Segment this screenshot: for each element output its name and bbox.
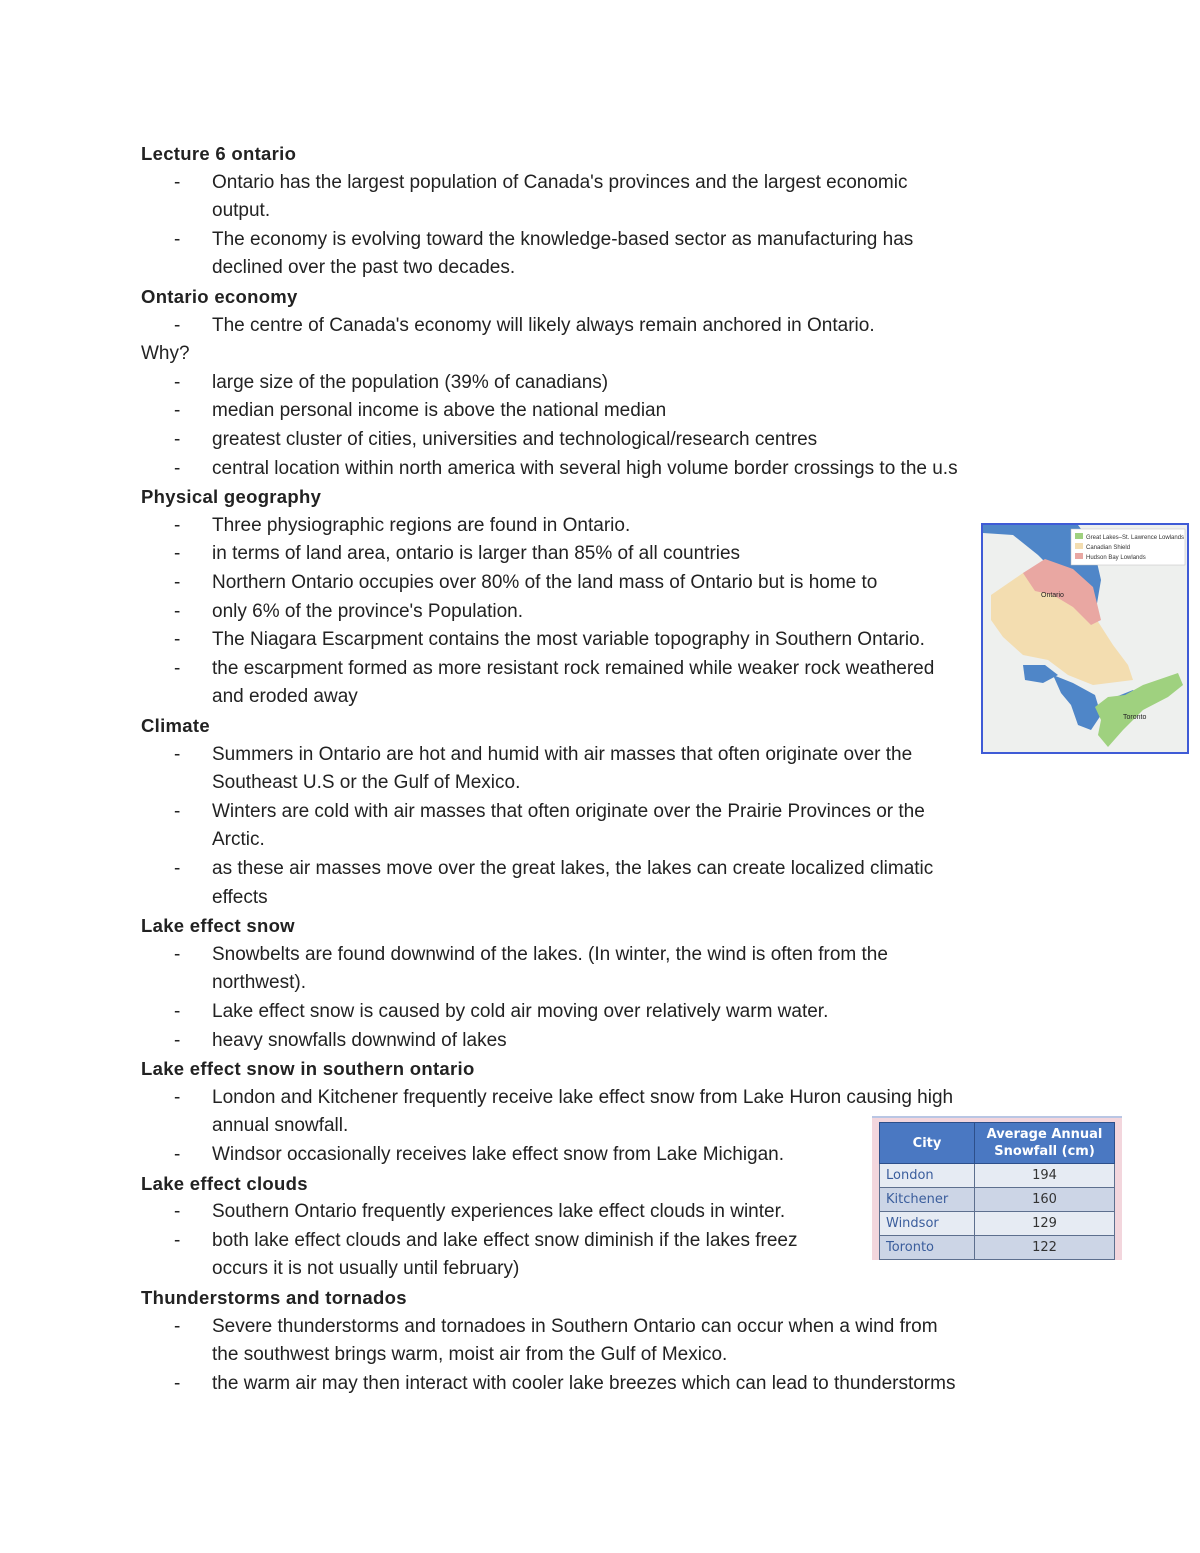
ontario-regions-map: [981, 523, 1189, 754]
bullet-dash: -: [174, 1144, 181, 1165]
section-heading: Physical geography: [141, 486, 322, 507]
body-text-line: Snowbelts are found downwind of the lakes. (In winter, the wind is often from the: [212, 944, 888, 965]
body-text-line: median personal income is above the national median: [212, 400, 667, 421]
bullet-dash: -: [174, 1316, 181, 1337]
legend-swatch-shield: [1075, 543, 1083, 549]
body-text-line: as these air masses move over the great lakes, the lakes can create localized climatic: [212, 858, 934, 879]
snowfall-table-container: [879, 1122, 1115, 1260]
section-heading: Thunderstorms and tornados: [141, 1287, 407, 1308]
snowfall-table: [879, 1122, 1115, 1260]
bullet-dash: -: [174, 315, 181, 336]
bullet-dash: -: [174, 543, 181, 564]
body-text-line: heavy snowfalls downwind of lakes: [212, 1030, 507, 1051]
body-text-line: London and Kitchener frequently receive lake effect snow from Lake Huron causing high: [212, 1087, 954, 1108]
bullet-dash: -: [174, 658, 181, 679]
body-text-line: The economy is evolving toward the knowledge-based sector as manufacturing has: [212, 229, 914, 250]
bullet-dash: -: [174, 515, 181, 536]
section-heading: Lake effect snow in southern ontario: [141, 1058, 475, 1079]
legend-label-shield: Canadian Shield: [1086, 545, 1131, 551]
table-top-rule: [872, 1116, 1122, 1118]
bullet-dash: -: [174, 1087, 181, 1108]
table-cell-city: Kitchener: [880, 1188, 975, 1212]
section-heading: Lecture 6 ontario: [141, 143, 297, 164]
bullet-dash: -: [174, 1001, 181, 1022]
section-heading: Lake effect clouds: [141, 1173, 308, 1194]
body-text-line: Arctic.: [212, 829, 265, 850]
table-row: [880, 1236, 1115, 1260]
bullet-dash: -: [174, 1201, 181, 1222]
body-text-line: large size of the population (39% of canadians): [212, 372, 609, 393]
bullet-dash: -: [174, 429, 181, 450]
body-text-line: declined over the past two decades.: [212, 257, 516, 278]
map-label-toronto: Toronto: [1123, 714, 1147, 721]
body-text-line: Summers in Ontario are hot and humid with air masses that often originate over the: [212, 744, 913, 765]
bullet-dash: -: [174, 572, 181, 593]
section-heading: Climate: [141, 715, 210, 736]
body-text-line: the escarpment formed as more resistant rock remained while weaker rock weathered: [212, 658, 935, 679]
section-heading: Lake effect snow: [141, 915, 295, 936]
body-text-line: Three physiographic regions are found in Ontario.: [212, 515, 631, 536]
body-text-line: The Niagara Escarpment contains the most variable topography in Southern Ontario.: [212, 629, 925, 650]
bullet-dash: -: [174, 944, 181, 965]
body-text-line: The centre of Canada's economy will likely always remain anchored in Ontario.: [212, 315, 875, 336]
bullet-dash: -: [174, 1373, 181, 1394]
body-text-line: Lake effect snow is caused by cold air moving over relatively warm water.: [212, 1001, 829, 1022]
legend-label-lowlands: Great Lakes–St. Lawrence Lowlands: [1086, 535, 1185, 541]
bullet-dash: -: [174, 372, 181, 393]
body-text-line: both lake effect clouds and lake effect snow diminish if the lakes freez: [212, 1230, 798, 1251]
snowfall-table-figure: [872, 1116, 1122, 1260]
body-text-line: Ontario has the largest population of Canada's provinces and the largest economic: [212, 172, 908, 193]
bullet-dash: -: [174, 458, 181, 479]
body-text-line: Northern Ontario occupies over 80% of the land mass of Ontario but is home to: [212, 572, 878, 593]
body-text-line: Windsor occasionally receives lake effect snow from Lake Michigan.: [212, 1144, 785, 1165]
bullet-dash: -: [174, 229, 181, 250]
body-text-line: only 6% of the province's Population.: [212, 601, 523, 622]
table-cell-snowfall: 129: [975, 1212, 1115, 1236]
body-text-line: northwest).: [212, 972, 306, 993]
bullet-dash: -: [174, 801, 181, 822]
body-text-line: greatest cluster of cities, universities and technological/research centres: [212, 429, 818, 450]
bullet-dash: -: [174, 400, 181, 421]
table-cell-city: London: [880, 1164, 975, 1188]
bullet-dash: -: [174, 744, 181, 765]
table-row: [880, 1212, 1115, 1236]
legend-label-hudson: Hudson Bay Lowlands: [1086, 555, 1146, 561]
body-text-line: effects: [212, 887, 268, 908]
body-text-line: in terms of land area, ontario is larger than 85% of all countries: [212, 543, 741, 564]
body-text-line: occurs it is not usually until february): [212, 1258, 520, 1279]
table-cell-city: Toronto: [880, 1236, 975, 1260]
body-text-line: annual snowfall.: [212, 1115, 349, 1136]
body-text-line: Why?: [141, 343, 190, 364]
body-text-line: Southern Ontario frequently experiences lake effect clouds in winter.: [212, 1201, 786, 1222]
bullet-dash: -: [174, 858, 181, 879]
legend-swatch-hudson: [1075, 553, 1083, 559]
column-header-snowfall: Average Annual Snowfall (cm): [975, 1123, 1115, 1164]
body-text-line: Southeast U.S or the Gulf of Mexico.: [212, 772, 521, 793]
section-heading: Ontario economy: [141, 286, 298, 307]
bullet-dash: -: [174, 601, 181, 622]
bullet-dash: -: [174, 629, 181, 650]
bullet-dash: -: [174, 1030, 181, 1051]
map-svg: [983, 525, 1187, 752]
table-cell-snowfall: 122: [975, 1236, 1115, 1260]
body-text-line: Severe thunderstorms and tornadoes in Southern Ontario can occur when a wind from: [212, 1316, 938, 1337]
snowfall-table-header-row: [880, 1123, 1115, 1164]
bullet-dash: -: [174, 1230, 181, 1251]
body-text-line: the southwest brings warm, moist air from the Gulf of Mexico.: [212, 1344, 728, 1365]
body-text-line: the warm air may then interact with cooler lake breezes which can lead to thunderstorms: [212, 1373, 956, 1394]
body-text-line: output.: [212, 200, 271, 221]
table-cell-city: Windsor: [880, 1212, 975, 1236]
bullet-dash: -: [174, 172, 181, 193]
table-row: [880, 1188, 1115, 1212]
table-cell-snowfall: 194: [975, 1164, 1115, 1188]
table-row: [880, 1164, 1115, 1188]
table-cell-snowfall: 160: [975, 1188, 1115, 1212]
column-header-city: City: [880, 1123, 975, 1164]
legend-swatch-lowlands: [1075, 533, 1083, 539]
body-text-line: central location within north america with several high volume border crossings to the u.s: [212, 458, 958, 479]
map-label-ontario: Ontario: [1041, 592, 1064, 599]
body-text-line: Winters are cold with air masses that often originate over the Prairie Provinces or the: [212, 801, 925, 822]
body-text-line: and eroded away: [212, 686, 358, 707]
